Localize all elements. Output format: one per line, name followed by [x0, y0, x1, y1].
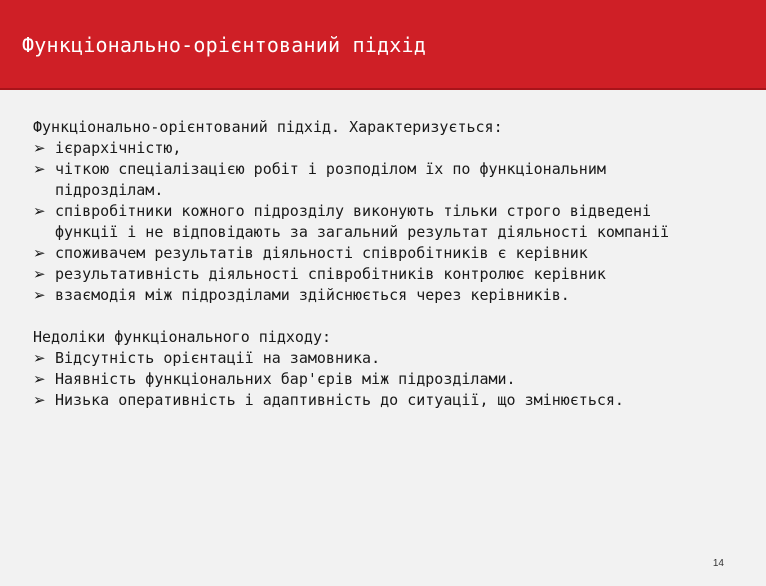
arrow-bullet-icon: ➢ — [33, 139, 46, 157]
drawback-text: Відсутність орієнтації на замовника. — [55, 349, 381, 367]
feature-text: співробітники кожного підрозділу виконують тільки строго відведені — [55, 202, 652, 220]
arrow-bullet-icon: ➢ — [33, 160, 46, 178]
arrow-bullet-icon: ➢ — [33, 349, 46, 367]
feature-text: ієрархічністю, — [55, 139, 182, 157]
page-number: 14 — [712, 558, 724, 569]
feature-item — [33, 159, 733, 201]
feature-item — [33, 138, 733, 159]
paragraph-gap — [33, 306, 733, 327]
feature-item — [33, 264, 733, 285]
feature-item — [33, 201, 733, 243]
drawback-text: Низька оперативність і адаптивність до ситуації, що змінюється. — [55, 391, 624, 409]
feature-text: взаємодія між підрозділами здійснюється через керівників. — [55, 286, 570, 304]
drawbacks-heading: Недоліки функціонального підходу: — [33, 328, 332, 346]
slide-body — [33, 117, 733, 411]
arrow-bullet-icon: ➢ — [33, 265, 46, 283]
drawback-item — [33, 348, 733, 369]
feature-text: результативність діяльності співробітників контролює керівник — [55, 265, 606, 283]
title-bar — [0, 0, 766, 90]
feature-text: споживачем результатів діяльності співробітників є керівник — [55, 244, 588, 262]
drawback-item — [33, 369, 733, 390]
arrow-bullet-icon: ➢ — [33, 244, 46, 262]
drawback-text: Наявність функціональних бар'єрів між підрозділами. — [55, 370, 516, 388]
slide-title: Функціонально-орієнтований підхід — [22, 33, 426, 57]
feature-text-continuation: функції і не відповідають за загальний результат діяльності компанії — [55, 223, 670, 241]
feature-item — [33, 243, 733, 264]
arrow-bullet-icon: ➢ — [33, 391, 46, 409]
drawback-item — [33, 390, 733, 411]
feature-text: чіткою спеціалізацією робіт і розподілом їх по функціональним — [55, 160, 606, 178]
feature-item — [33, 285, 733, 306]
arrow-bullet-icon: ➢ — [33, 202, 46, 220]
arrow-bullet-icon: ➢ — [33, 286, 46, 304]
arrow-bullet-icon: ➢ — [33, 370, 46, 388]
intro-text: Функціонально-орієнтований підхід. Характеризується: — [33, 118, 503, 136]
feature-text-continuation: підрозділам. — [55, 181, 164, 199]
